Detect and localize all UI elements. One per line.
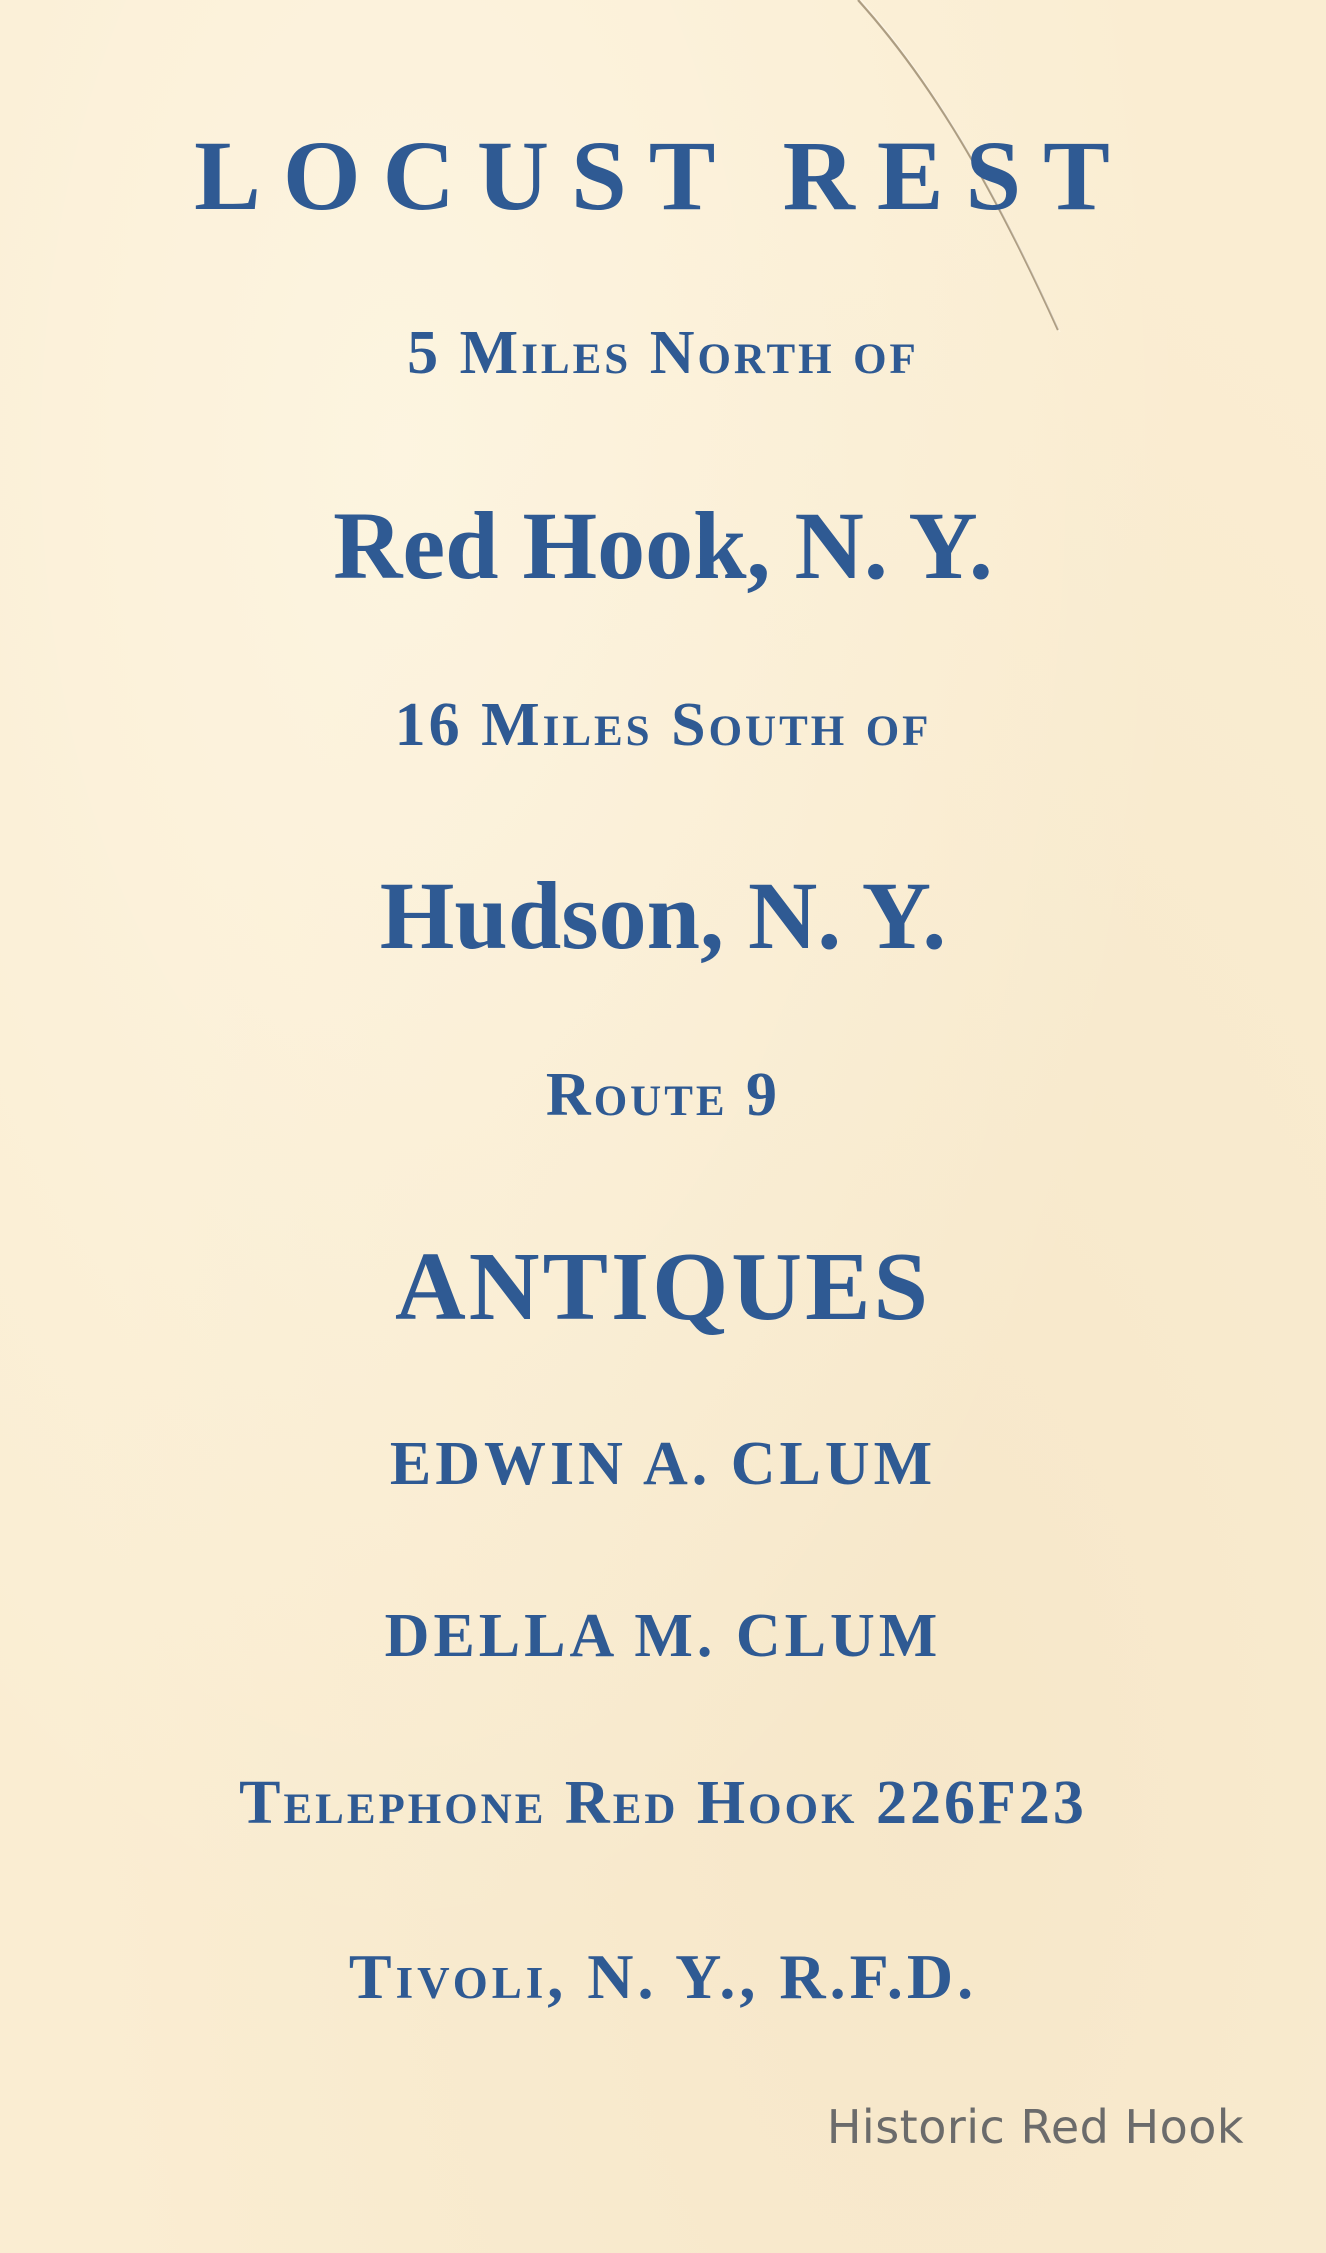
postal-address: Tivoli, N. Y., R.F.D.: [348, 1941, 978, 2012]
source-watermark: Historic Red Hook: [826, 2100, 1244, 2154]
town-red-hook: Red Hook, N. Y.: [333, 492, 993, 599]
route-line: Route 9: [545, 1061, 781, 1129]
business-type: ANTIQUES: [395, 1233, 931, 1341]
telephone-line: Telephone Red Hook 226F23: [239, 1769, 1087, 1837]
south-distance-line: 16 Miles South of: [394, 691, 932, 759]
proprietor-edwin: EDWIN A. CLUM: [389, 1430, 937, 1498]
proprietor-della: DELLA M. CLUM: [384, 1602, 942, 1670]
north-distance-line: 5 Miles North of: [407, 319, 919, 387]
town-hudson: Hudson, N. Y.: [379, 862, 947, 969]
card-title: LOCUST REST: [194, 120, 1132, 231]
